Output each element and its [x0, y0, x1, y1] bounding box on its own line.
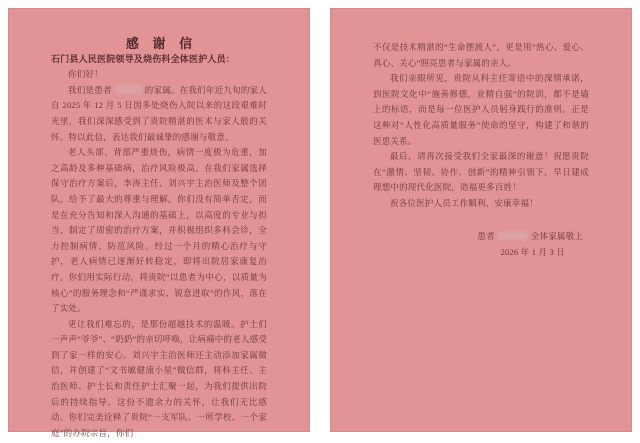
paragraph-5: 我们亲眼所见，贵院从科主任寄语中的深情承诺，到医院文化中“施善修德，业精自强”的院训，都不是墙上的标语，而是每一位医护人员躬身践行的准则。正是这种对“人性化高质量服务”使命的坚守，构建了和谐的医患关系。: [373, 73, 589, 146]
paragraph-2: 老人头部、背部严重烧伤，病情一度极为危重，加之高龄及多种基础病，治疗风险极高。在我们家属选择保守治疗方案后，李涛主任、刘兴宇主治医师及整个团队，给予了最大的尊重与理解。你们没有简单否定，而是在充分告知和深入沟通的基础上，以高度的专业与担当，制定了周密的治疗方案，并积极组织多科会诊，全力控制病情、防范风险。经过一个月的精心治疗与守护，老人病情已逐渐好转稳定，即将出院居家康复治疗。你们用实际行动，将贵院“以患者为中心，以质量为核心”的服务理念和“严谨求实、锐意进取”的作风，落在了实处。: [51, 147, 267, 314]
paragraph-4-continuation: 不仅是技术精湛的“生命摆渡人”，更是用“热心、爱心、真心、关心”照亮患者与家属的亲人。: [373, 42, 589, 68]
redacted-patient-name: [115, 85, 142, 94]
paragraph-1-text-after: 的家属。在我们年近九旬的家人自 2025 年 12 月 5 日因多处烧伤入院以来的这段艰难时光里，我们深深感受到了贵院精湛的医术与家人般的关怀。特以此信，表达我们最诚挚的感谢与敬意。: [51, 84, 267, 142]
paragraph-1-text-before: 我们是患者: [68, 84, 112, 95]
signature-text-before: 患者: [477, 230, 495, 241]
signature-text-after: 全体家属敬上: [530, 230, 583, 241]
redacted-signature-name: [498, 231, 528, 240]
paragraph-7-wishes: 祝各位医护人员工作顺利，安康幸福！: [390, 197, 538, 208]
paragraph-6: 最后，请再次接受我们全家最深的谢意！祝愿贵院在“激情、坚韧、协作、创新”的精神引领下，早日建成理想中的现代化医院，造福更多百姓！: [373, 151, 589, 193]
letter-date: 2026 年 1 月 3 日: [500, 247, 565, 258]
letter-title: 感 谢 信: [125, 36, 198, 51]
letter-page-2: [330, 8, 632, 432]
signature-line: [373, 229, 589, 245]
paragraph-1: [51, 83, 267, 145]
greeting: 你们好！: [68, 69, 103, 80]
paragraph-3: 更让我们难忘的，是那份超越技术的温暖。护士们一声声“爷爷”、“奶奶”的亲切呼唤，让病痛中的老人感受到了家一样的安心。刘兴宇主治医师还主动添加家属微信，并创建了“文书敏健康小星”微信群，将科主任、主治医师、护士长和责任护士汇聚一起，为我们提供出院后的持续指导。这份不遗余力的关怀，让我们无比感动。你们完美诠释了贵院“一支军队、一所学校、一个家庭”的办院宗旨，你们: [51, 318, 267, 438]
letter-page-1: [8, 8, 310, 438]
salutation: 石门县人民医院领导及烧伤科全体医护人员：: [51, 53, 236, 64]
